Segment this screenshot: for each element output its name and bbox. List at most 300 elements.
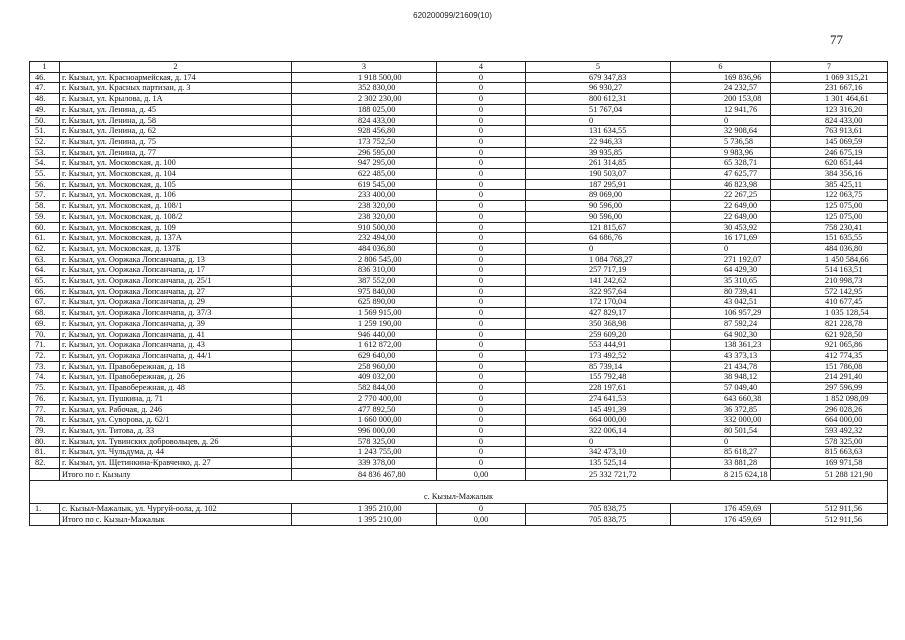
table-row <box>30 503 888 514</box>
total-cost-cell: 910 500,00 <box>292 222 437 233</box>
table-row <box>30 201 888 212</box>
fund-cell: 0 <box>437 211 526 222</box>
regional-budget-cell: 0 <box>526 115 671 126</box>
municipal-budget-cell: 35 310,65 <box>671 276 771 287</box>
row-number-cell: 46. <box>30 72 60 83</box>
address-cell: г. Кызыл, ул. Красных партизан, д. 3 <box>60 83 292 94</box>
address-cell: г. Кызыл, ул. Ооржака Лопсанчапа, д. 37/3 <box>60 308 292 319</box>
regional-budget-cell: 0 <box>526 243 671 254</box>
row-number-cell: 64. <box>30 265 60 276</box>
table-row <box>30 179 888 190</box>
municipal-budget-cell: 30 453,92 <box>671 222 771 233</box>
address-cell: г. Кызыл, ул. Суворова, д. 62/1 <box>60 415 292 426</box>
owners-funds-cell: 621 928,50 <box>771 329 888 340</box>
regional-budget-cell: 96 930,27 <box>526 83 671 94</box>
table-row <box>30 276 888 287</box>
regional-budget-cell: 172 170,04 <box>526 297 671 308</box>
row-number-cell: 55. <box>30 169 60 180</box>
regional-budget-cell: 0 <box>526 436 671 447</box>
fund-cell: 0 <box>437 136 526 147</box>
regional-budget-cell: 261 314,85 <box>526 158 671 169</box>
fund-cell: 0 <box>437 372 526 383</box>
row-number-cell: 63. <box>30 254 60 265</box>
table-row <box>30 308 888 319</box>
row-number-cell: 79. <box>30 425 60 436</box>
owners-funds-cell: 815 663,63 <box>771 447 888 458</box>
fund-cell: 0 <box>437 115 526 126</box>
total-row-mazhalyk <box>30 514 888 526</box>
column-header: 4 <box>437 62 526 73</box>
owners-funds-cell: 1 301 464,61 <box>771 94 888 105</box>
regional-budget-cell: 22 946,33 <box>526 136 671 147</box>
regional-budget-cell: 155 792,48 <box>526 372 671 383</box>
total-cost-cell: 824 433,00 <box>292 115 437 126</box>
municipal-budget-cell: 138 361,23 <box>671 340 771 351</box>
municipal-budget-cell: 64 429,30 <box>671 265 771 276</box>
owners-funds-cell: 125 075,00 <box>771 211 888 222</box>
row-number-cell: 49. <box>30 104 60 115</box>
fund-cell: 0 <box>437 329 526 340</box>
row-number-cell: 72. <box>30 350 60 361</box>
table-row <box>30 115 888 126</box>
owners-funds-cell: 214 291,40 <box>771 372 888 383</box>
address-cell: с. Кызыл-Мажалык, ул. Чургуй-оола, д. 102 <box>60 503 292 514</box>
row-number-cell: 75. <box>30 383 60 394</box>
owners-funds-cell: 297 596,99 <box>771 383 888 394</box>
table-row <box>30 458 888 469</box>
row-number-cell: 67. <box>30 297 60 308</box>
row-number-cell <box>30 514 60 526</box>
fund-cell: 0 <box>437 340 526 351</box>
total-cost-cell: 946 440,00 <box>292 329 437 340</box>
regional-budget-cell: 1 084 768,27 <box>526 254 671 265</box>
total-cost-cell: 1 660 000,00 <box>292 415 437 426</box>
municipal-budget-cell: 57 049,40 <box>671 383 771 394</box>
regional-budget-cell: 90 596,00 <box>526 211 671 222</box>
address-cell: г. Кызыл, ул. Ооржака Лопсанчапа, д. 43 <box>60 340 292 351</box>
row-number-cell: 50. <box>30 115 60 126</box>
municipal-budget-cell: 80 739,41 <box>671 286 771 297</box>
table-row <box>30 243 888 254</box>
owners-funds-cell: 763 913,61 <box>771 126 888 137</box>
row-number-cell: 71. <box>30 340 60 351</box>
municipal-budget-cell: 12 941,76 <box>671 104 771 115</box>
regional-budget-cell: 257 717,19 <box>526 265 671 276</box>
fund-cell: 0 <box>437 297 526 308</box>
address-cell: г. Кызыл, ул. Московская, д. 108/2 <box>60 211 292 222</box>
municipal-budget-cell: 176 459,69 <box>671 514 771 526</box>
row-number-cell: 70. <box>30 329 60 340</box>
municipal-budget-cell: 46 823,98 <box>671 179 771 190</box>
municipal-budget-cell: 64 902,30 <box>671 329 771 340</box>
total-row-kyzyl <box>30 468 888 480</box>
table-row <box>30 404 888 415</box>
row-number-cell: 81. <box>30 447 60 458</box>
owners-funds-cell: 125 075,00 <box>771 201 888 212</box>
row-number-cell: 51. <box>30 126 60 137</box>
municipal-budget-cell: 80 501,54 <box>671 425 771 436</box>
table-row <box>30 83 888 94</box>
address-cell: г. Кызыл, ул. Московская, д. 108/1 <box>60 201 292 212</box>
regional-budget-cell: 705 838,75 <box>526 514 671 526</box>
owners-funds-cell: 384 356,16 <box>771 169 888 180</box>
table-row <box>30 136 888 147</box>
owners-funds-cell: 51 288 121,90 <box>771 468 888 480</box>
municipal-budget-cell: 271 192,07 <box>671 254 771 265</box>
address-cell: г. Кызыл, ул. Московская, д. 137А <box>60 233 292 244</box>
fund-cell: 0,00 <box>437 468 526 480</box>
municipal-budget-cell: 0 <box>671 115 771 126</box>
column-header: 3 <box>292 62 437 73</box>
table-row <box>30 211 888 222</box>
total-cost-cell: 836 310,00 <box>292 265 437 276</box>
owners-funds-cell: 296 028,26 <box>771 404 888 415</box>
municipal-budget-cell: 22 649,00 <box>671 211 771 222</box>
municipal-budget-cell: 87 592,24 <box>671 318 771 329</box>
municipal-budget-cell: 38 948,12 <box>671 372 771 383</box>
municipal-budget-cell: 65 328,71 <box>671 158 771 169</box>
table-row <box>30 169 888 180</box>
regional-budget-cell: 427 829,17 <box>526 308 671 319</box>
address-cell: г. Кызыл, ул. Ленина, д. 77 <box>60 147 292 158</box>
address-cell: г. Кызыл, ул. Московская, д. 109 <box>60 222 292 233</box>
owners-funds-cell: 412 774,35 <box>771 350 888 361</box>
table-row <box>30 94 888 105</box>
address-cell: г. Кызыл, ул. Ленина, д. 75 <box>60 136 292 147</box>
table-header-row <box>30 62 888 73</box>
table-row <box>30 393 888 404</box>
regional-budget-cell: 800 612,31 <box>526 94 671 105</box>
municipal-budget-cell: 169 836,96 <box>671 72 771 83</box>
address-cell: Итого по с. Кызыл-Мажалык <box>60 514 292 526</box>
row-number-cell: 58. <box>30 201 60 212</box>
owners-funds-cell: 231 667,16 <box>771 83 888 94</box>
address-cell: г. Кызыл, ул. Крылова, д. 1А <box>60 94 292 105</box>
table-row <box>30 372 888 383</box>
address-cell: г. Кызыл, ул. Ооржака Лопсанчапа, д. 41 <box>60 329 292 340</box>
address-cell: г. Кызыл, ул. Красноармейская, д. 174 <box>60 72 292 83</box>
table-row <box>30 104 888 115</box>
fund-cell: 0 <box>437 436 526 447</box>
regional-budget-cell: 121 815,67 <box>526 222 671 233</box>
regional-budget-cell: 131 634,55 <box>526 126 671 137</box>
owners-funds-cell: 1 450 584,66 <box>771 254 888 265</box>
regional-budget-cell: 190 503,07 <box>526 169 671 180</box>
row-number-cell: 69. <box>30 318 60 329</box>
regional-budget-cell: 135 525,14 <box>526 458 671 469</box>
row-number-cell: 48. <box>30 94 60 105</box>
fund-cell: 0 <box>437 147 526 158</box>
budget-table <box>29 61 888 526</box>
regional-budget-cell: 187 295,91 <box>526 179 671 190</box>
total-cost-cell: 233 400,00 <box>292 190 437 201</box>
total-cost-cell: 352 830,00 <box>292 83 437 94</box>
owners-funds-cell: 151 635,55 <box>771 233 888 244</box>
municipal-budget-cell: 85 618,27 <box>671 447 771 458</box>
fund-cell: 0 <box>437 393 526 404</box>
owners-funds-cell: 210 998,73 <box>771 276 888 287</box>
regional-budget-cell: 89 069,00 <box>526 190 671 201</box>
address-cell: г. Кызыл, ул. Щетинкина-Кравченко, д. 27 <box>60 458 292 469</box>
total-cost-cell: 2 806 545,00 <box>292 254 437 265</box>
table-row <box>30 447 888 458</box>
total-cost-cell: 173 752,50 <box>292 136 437 147</box>
table-row <box>30 383 888 394</box>
fund-cell: 0,00 <box>437 514 526 526</box>
section-header-row <box>30 480 888 503</box>
fund-cell: 0 <box>437 458 526 469</box>
row-number-cell: 65. <box>30 276 60 287</box>
column-header: 2 <box>60 62 292 73</box>
total-cost-cell: 1 918 500,00 <box>292 72 437 83</box>
fund-cell: 0 <box>437 104 526 115</box>
address-cell: г. Кызыл, ул. Московская, д. 100 <box>60 158 292 169</box>
table-row <box>30 158 888 169</box>
total-cost-cell: 339 378,00 <box>292 458 437 469</box>
row-number-cell: 56. <box>30 179 60 190</box>
address-cell: г. Кызыл, ул. Московская, д. 104 <box>60 169 292 180</box>
address-cell: г. Кызыл, ул. Правобережная, д. 48 <box>60 383 292 394</box>
regional-budget-cell: 342 473,10 <box>526 447 671 458</box>
row-number-cell: 74. <box>30 372 60 383</box>
table-row <box>30 297 888 308</box>
total-cost-cell: 232 494,00 <box>292 233 437 244</box>
address-cell: г. Кызыл, ул. Чульдума, д. 44 <box>60 447 292 458</box>
total-cost-cell: 975 840,00 <box>292 286 437 297</box>
municipal-budget-cell: 332 000,00 <box>671 415 771 426</box>
owners-funds-cell: 151 786,08 <box>771 361 888 372</box>
column-header: 1 <box>30 62 60 73</box>
total-cost-cell: 578 325,00 <box>292 436 437 447</box>
row-number-cell: 76. <box>30 393 60 404</box>
table-row <box>30 222 888 233</box>
owners-funds-cell: 385 425,11 <box>771 179 888 190</box>
row-number-cell: 80. <box>30 436 60 447</box>
regional-budget-cell: 350 368,98 <box>526 318 671 329</box>
table-row <box>30 286 888 297</box>
row-number-cell: 54. <box>30 158 60 169</box>
municipal-budget-cell: 22 649,00 <box>671 201 771 212</box>
regional-budget-cell: 705 838,75 <box>526 503 671 514</box>
column-header: 5 <box>526 62 671 73</box>
owners-funds-cell: 578 325,00 <box>771 436 888 447</box>
owners-funds-cell: 1 852 098,09 <box>771 393 888 404</box>
address-cell: г. Кызыл, ул. Ооржака Лопсанчапа, д. 39 <box>60 318 292 329</box>
owners-funds-cell: 620 651,44 <box>771 158 888 169</box>
row-number-cell: 77. <box>30 404 60 415</box>
table-row <box>30 72 888 83</box>
fund-cell: 0 <box>437 158 526 169</box>
regional-budget-cell: 173 492,52 <box>526 350 671 361</box>
row-number-cell: 66. <box>30 286 60 297</box>
owners-funds-cell: 824 433,00 <box>771 115 888 126</box>
municipal-budget-cell: 43 042,51 <box>671 297 771 308</box>
table-row <box>30 361 888 372</box>
municipal-budget-cell: 21 434,78 <box>671 361 771 372</box>
address-cell: Итого по г. Кызылу <box>60 468 292 480</box>
total-cost-cell: 387 552,00 <box>292 276 437 287</box>
owners-funds-cell: 1 035 128,54 <box>771 308 888 319</box>
owners-funds-cell: 512 911,56 <box>771 514 888 526</box>
fund-cell: 0 <box>437 169 526 180</box>
fund-cell: 0 <box>437 190 526 201</box>
address-cell: г. Кызыл, ул. Ооржака Лопсанчапа, д. 29 <box>60 297 292 308</box>
fund-cell: 0 <box>437 318 526 329</box>
column-header: 6 <box>671 62 771 73</box>
regional-budget-cell: 274 641,53 <box>526 393 671 404</box>
fund-cell: 0 <box>437 72 526 83</box>
owners-funds-cell: 1 069 315,21 <box>771 72 888 83</box>
owners-funds-cell: 484 036,80 <box>771 243 888 254</box>
owners-funds-cell: 410 677,45 <box>771 297 888 308</box>
address-cell: г. Кызыл, ул. Московская, д. 137Б <box>60 243 292 254</box>
address-cell: г. Кызыл, ул. Ооржака Лопсанчапа, д. 25/1 <box>60 276 292 287</box>
fund-cell: 0 <box>437 233 526 244</box>
total-cost-cell: 2 302 230,00 <box>292 94 437 105</box>
regional-budget-cell: 322 957,64 <box>526 286 671 297</box>
address-cell: г. Кызыл, ул. Ооржака Лопсанчапа, д. 17 <box>60 265 292 276</box>
address-cell: г. Кызыл, ул. Московская, д. 105 <box>60 179 292 190</box>
address-cell: г. Кызыл, ул. Ленина, д. 62 <box>60 126 292 137</box>
fund-cell: 0 <box>437 276 526 287</box>
fund-cell: 0 <box>437 404 526 415</box>
owners-funds-cell: 572 142,95 <box>771 286 888 297</box>
fund-cell: 0 <box>437 243 526 254</box>
table-row <box>30 126 888 137</box>
row-number-cell: 57. <box>30 190 60 201</box>
address-cell: г. Кызыл, ул. Титова, д. 33 <box>60 425 292 436</box>
owners-funds-cell: 512 911,56 <box>771 503 888 514</box>
regional-budget-cell: 322 006,14 <box>526 425 671 436</box>
section-title: с. Кызыл-Мажалык <box>30 480 888 503</box>
municipal-budget-cell: 5 736,58 <box>671 136 771 147</box>
regional-budget-cell: 228 197,61 <box>526 383 671 394</box>
table-row <box>30 350 888 361</box>
address-cell: г. Кызыл, ул. Ленина, д. 58 <box>60 115 292 126</box>
total-cost-cell: 625 890,00 <box>292 297 437 308</box>
fund-cell: 0 <box>437 447 526 458</box>
fund-cell: 0 <box>437 201 526 212</box>
municipal-budget-cell: 643 660,38 <box>671 393 771 404</box>
fund-cell: 0 <box>437 126 526 137</box>
table-row <box>30 436 888 447</box>
row-number-cell: 47. <box>30 83 60 94</box>
fund-cell: 0 <box>437 179 526 190</box>
municipal-budget-cell: 16 171,69 <box>671 233 771 244</box>
address-cell: г. Кызыл, ул. Правобережная, д. 26 <box>60 372 292 383</box>
regional-budget-cell: 25 332 721,72 <box>526 468 671 480</box>
total-cost-cell: 188 025,00 <box>292 104 437 115</box>
table-row <box>30 254 888 265</box>
total-cost-cell: 947 295,00 <box>292 158 437 169</box>
page-number: 77 <box>830 32 843 47</box>
fund-cell: 0 <box>437 361 526 372</box>
total-cost-cell: 238 320,00 <box>292 211 437 222</box>
regional-budget-cell: 64 686,76 <box>526 233 671 244</box>
owners-funds-cell: 758 230,41 <box>771 222 888 233</box>
total-cost-cell: 622 485,00 <box>292 169 437 180</box>
row-number-cell: 59. <box>30 211 60 222</box>
owners-funds-cell: 514 163,51 <box>771 265 888 276</box>
regional-budget-cell: 664 000,00 <box>526 415 671 426</box>
fund-cell: 0 <box>437 383 526 394</box>
row-number-cell: 82. <box>30 458 60 469</box>
total-cost-cell: 582 844,00 <box>292 383 437 394</box>
regional-budget-cell: 259 609,20 <box>526 329 671 340</box>
fund-cell: 0 <box>437 254 526 265</box>
address-cell: г. Кызыл, ул. Ооржака Лопсанчапа, д. 27 <box>60 286 292 297</box>
address-cell: г. Кызыл, ул. Ооржака Лопсанчапа, д. 44/1 <box>60 350 292 361</box>
municipal-budget-cell: 24 232,57 <box>671 83 771 94</box>
municipal-budget-cell: 0 <box>671 243 771 254</box>
regional-budget-cell: 679 347,83 <box>526 72 671 83</box>
column-header: 7 <box>771 62 888 73</box>
fund-cell: 0 <box>437 308 526 319</box>
fund-cell: 0 <box>437 222 526 233</box>
total-cost-cell: 296 595,00 <box>292 147 437 158</box>
total-cost-cell: 238 320,00 <box>292 201 437 212</box>
table-row <box>30 318 888 329</box>
fund-cell: 0 <box>437 94 526 105</box>
row-number-cell: 78. <box>30 415 60 426</box>
municipal-budget-cell: 106 957,29 <box>671 308 771 319</box>
row-number-cell: 73. <box>30 361 60 372</box>
owners-funds-cell: 123 316,20 <box>771 104 888 115</box>
table-row <box>30 147 888 158</box>
municipal-budget-cell: 32 908,64 <box>671 126 771 137</box>
table-row <box>30 340 888 351</box>
total-cost-cell: 1 395 210,00 <box>292 514 437 526</box>
owners-funds-cell: 122 063,75 <box>771 190 888 201</box>
address-cell: г. Кызыл, ул. Тувинских добровольцев, д. 26 <box>60 436 292 447</box>
table-row <box>30 265 888 276</box>
row-number-cell: 1. <box>30 503 60 514</box>
table-row <box>30 233 888 244</box>
total-cost-cell: 1 569 915,00 <box>292 308 437 319</box>
fund-cell: 0 <box>437 425 526 436</box>
fund-cell: 0 <box>437 503 526 514</box>
regional-budget-cell: 141 242,62 <box>526 276 671 287</box>
regional-budget-cell: 51 767,04 <box>526 104 671 115</box>
municipal-budget-cell: 9 983,96 <box>671 147 771 158</box>
table-row <box>30 190 888 201</box>
fund-cell: 0 <box>437 83 526 94</box>
total-cost-cell: 1 395 210,00 <box>292 503 437 514</box>
owners-funds-cell: 169 971,58 <box>771 458 888 469</box>
municipal-budget-cell: 33 881,28 <box>671 458 771 469</box>
municipal-budget-cell: 200 153,08 <box>671 94 771 105</box>
row-number-cell: 52. <box>30 136 60 147</box>
address-cell: г. Кызыл, ул. Рабочая, д. 246 <box>60 404 292 415</box>
row-number-cell: 53. <box>30 147 60 158</box>
total-cost-cell: 629 640,00 <box>292 350 437 361</box>
total-cost-cell: 484 036,80 <box>292 243 437 254</box>
fund-cell: 0 <box>437 415 526 426</box>
regional-budget-cell: 145 491,39 <box>526 404 671 415</box>
owners-funds-cell: 821 228,78 <box>771 318 888 329</box>
row-number-cell: 60. <box>30 222 60 233</box>
owners-funds-cell: 145 069,59 <box>771 136 888 147</box>
address-cell: г. Кызыл, ул. Ооржака Лопсанчапа, д. 13 <box>60 254 292 265</box>
regional-budget-cell: 39 935,85 <box>526 147 671 158</box>
document-id: 620200099/21609(10) <box>413 11 492 20</box>
table-row <box>30 425 888 436</box>
address-cell: г. Кызыл, ул. Ленина, д. 45 <box>60 104 292 115</box>
municipal-budget-cell: 36 372,85 <box>671 404 771 415</box>
regional-budget-cell: 85 739,14 <box>526 361 671 372</box>
regional-budget-cell: 90 596,00 <box>526 201 671 212</box>
table-row <box>30 329 888 340</box>
